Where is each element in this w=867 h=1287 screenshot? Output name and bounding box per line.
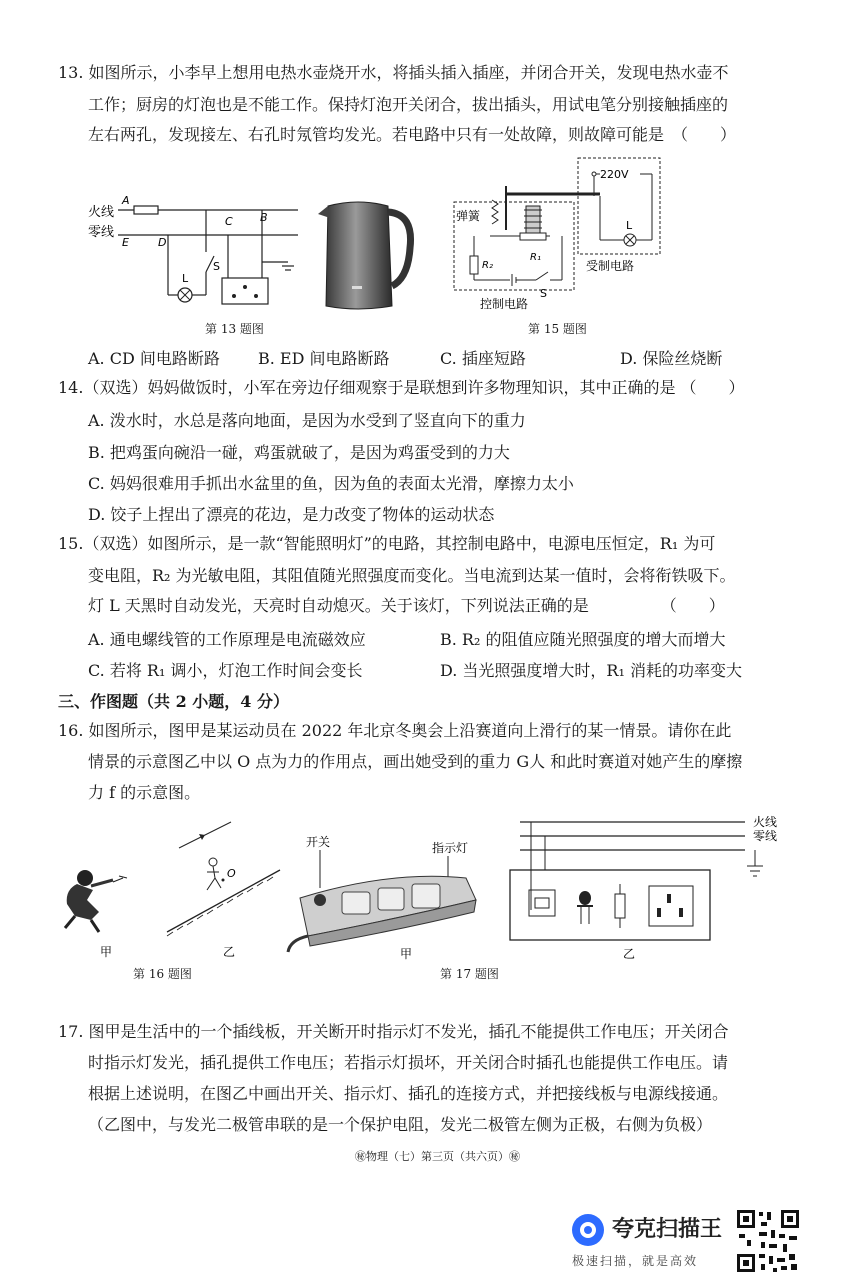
q13-option-a: A. CD 间电路断路: [88, 349, 220, 368]
q14-stem: 14.（双选）妈妈做饭时，小军在旁边仔细观察于是联想到许多物理知识，其中正确的是 （ ）: [58, 378, 745, 397]
q13-option-b: B. ED 间电路断路: [258, 349, 390, 368]
q13-option-c: C. 插座短路: [440, 349, 526, 368]
fig16-label-yi: 乙: [223, 945, 236, 959]
q15-option-d: D. 当光照强度增大时，R₁ 消耗的功率变大: [440, 661, 742, 680]
fig15-label-L: L: [626, 219, 633, 232]
page-footer: ㊙物理（七）第三页（共六页）㊙: [355, 1150, 520, 1163]
q14-option-c: C. 妈妈很难用手抓出水盆里的鱼，因为鱼的表面太光滑，摩擦力太小: [88, 474, 574, 493]
fig17-label-yi: 乙: [623, 947, 636, 961]
q15-line-1: 15.（双选）如图所示，是一款“智能照明灯”的电路，其控制电路中，电源电压恒定，R₁ 为可: [58, 534, 716, 553]
fig13-label-E: E: [122, 236, 129, 249]
fig15-caption: 第 15 题图: [528, 322, 587, 336]
fig13-label-S: S: [213, 260, 220, 273]
fuse-symbol: [134, 206, 158, 214]
fig16-skier-diagram: [55, 820, 285, 965]
q13-line-3: 左右两孔，发现接左、右孔时氖管均发光。若电路中只有一处故障，则故障可能是 （ ）: [88, 125, 737, 144]
q15-option-b: B. R₂ 的阻值应随光照强度的增大而增大: [440, 630, 726, 649]
fig13-live-label: 火线: [88, 205, 115, 220]
electric-kettle-image: [318, 198, 418, 316]
fig13-label-A: A: [122, 194, 130, 207]
q15-line-2: 变电阻，R₂ 为光敏电阻，其阻值随光照强度而变化。当电流到达某一值时，会将衔铁吸下。: [88, 566, 736, 585]
resistor-symbol: [615, 894, 625, 918]
fig16-point-O: O: [227, 867, 236, 880]
brand-name: 夸克扫描王: [612, 1217, 723, 1242]
fig13-neutral-label: 零线: [88, 225, 115, 240]
fig15-voltage-label: 220V: [600, 168, 629, 181]
fig13-label-L: L: [182, 272, 189, 285]
fig13-label-B: B: [260, 211, 268, 224]
qr-code-image: [735, 1208, 801, 1274]
fig17-caption: 第 17 题图: [440, 967, 499, 981]
q17-line-3: 根据上述说明，在图乙中画出开关、指示灯、插孔的连接方式，并把接线板与电源线接通。: [88, 1084, 729, 1103]
q14-option-b: B. 把鸡蛋向碗沿一碰，鸡蛋就破了，是因为鸡蛋受到的力大: [88, 443, 510, 462]
q15-option-c: C. 若将 R₁ 调小，灯泡工作时间会变长: [88, 661, 363, 680]
q13-line-1: 13. 如图所示，小李早上想用电热水壶烧开水，将插头插入插座，并闭合开关，发现电热水壶不: [58, 63, 729, 82]
q16-line-2: 情景的示意图乙中以 O 点为力的作用点，画出她受到的重力 G人 和此时赛道对她产生的摩擦: [88, 752, 743, 771]
fig15-spring-label: 弹簧: [456, 209, 481, 223]
q15-option-a: A. 通电螺线管的工作原理是电流磁效应: [88, 630, 366, 649]
fig13-caption: 第 13 题图: [205, 322, 264, 336]
fig13-circuit-diagram: [88, 190, 308, 315]
socket-symbol: [222, 278, 268, 304]
led-symbol: [579, 891, 591, 905]
brand-slogan: 极速扫描，就是高效: [572, 1254, 699, 1268]
fig17-switch-label: 开关: [306, 835, 331, 849]
fig15-label-S: S: [540, 287, 547, 300]
fig15-controlled-label: 受制电路: [586, 259, 635, 273]
q16-line-3: 力 f 的示意图。: [88, 783, 201, 802]
fig15-label-R2: R₂: [482, 260, 493, 271]
section-3-heading: 三、作图题（共 2 小题，4 分）: [58, 692, 289, 711]
fig17-neutral-label: 零线: [753, 829, 778, 843]
q14-option-d: D. 饺子上捏出了漂亮的花边，是力改变了物体的运动状态: [88, 505, 495, 524]
fig15-circuit-diagram: [450, 156, 665, 316]
q17-line-1: 17. 图甲是生活中的一个插线板，开关断开时指示灯不发光，插孔不能提供工作电压；开关闭合: [58, 1022, 729, 1041]
q15-line-3: 灯 L 天黑时自动发光，天亮时自动熄灭。关于该灯，下列说法正确的是 （ ）: [88, 596, 725, 615]
fig17-indicator-label: 指示灯: [432, 841, 469, 855]
fig17-label-jia: 甲: [400, 947, 413, 960]
wiring-board-outline: [510, 870, 710, 940]
skier-photo: [65, 870, 127, 932]
wiring-switch-box: [529, 890, 555, 916]
q13-line-2: 工作；厨房的灯泡也是不能工作。保持灯泡开关闭合，拔出插头，用试电笔分别接触插座的: [88, 95, 729, 114]
quark-logo-icon: [570, 1212, 606, 1248]
fig13-label-C: C: [225, 215, 233, 228]
q16-line-1: 16. 如图所示，图甲是某运动员在 2022 年北京冬奥会上沿赛道向上滑行的某一情景。请你在此: [58, 721, 732, 740]
fig13-label-D: D: [158, 236, 167, 249]
fig15-label-R1: R₁: [530, 252, 541, 263]
fig17-power-strip-image: [280, 830, 490, 960]
fig16-label-jia: 甲: [100, 945, 113, 959]
q17-line-2: 时指示灯发光，插孔提供工作电压；若指示灯损坏，开关闭合时插孔也能提供工作电压。请: [88, 1053, 729, 1072]
q17-line-4: （乙图中，与发光二极管串联的是一个保护电阻，发光二极管左侧为正极，右侧为负极）: [88, 1115, 713, 1134]
fig16-caption: 第 16 题图: [133, 967, 192, 981]
q13-option-d: D. 保险丝烧断: [620, 349, 723, 368]
q14-option-a: A. 泼水时，水总是落向地面，是因为水受到了竖直向下的重力: [88, 411, 526, 430]
fig15-control-label: 控制电路: [480, 297, 529, 311]
fig17-wiring-diagram: [505, 812, 805, 962]
wiring-socket-symbol: [649, 886, 693, 926]
fig17-live-label: 火线: [753, 815, 778, 829]
